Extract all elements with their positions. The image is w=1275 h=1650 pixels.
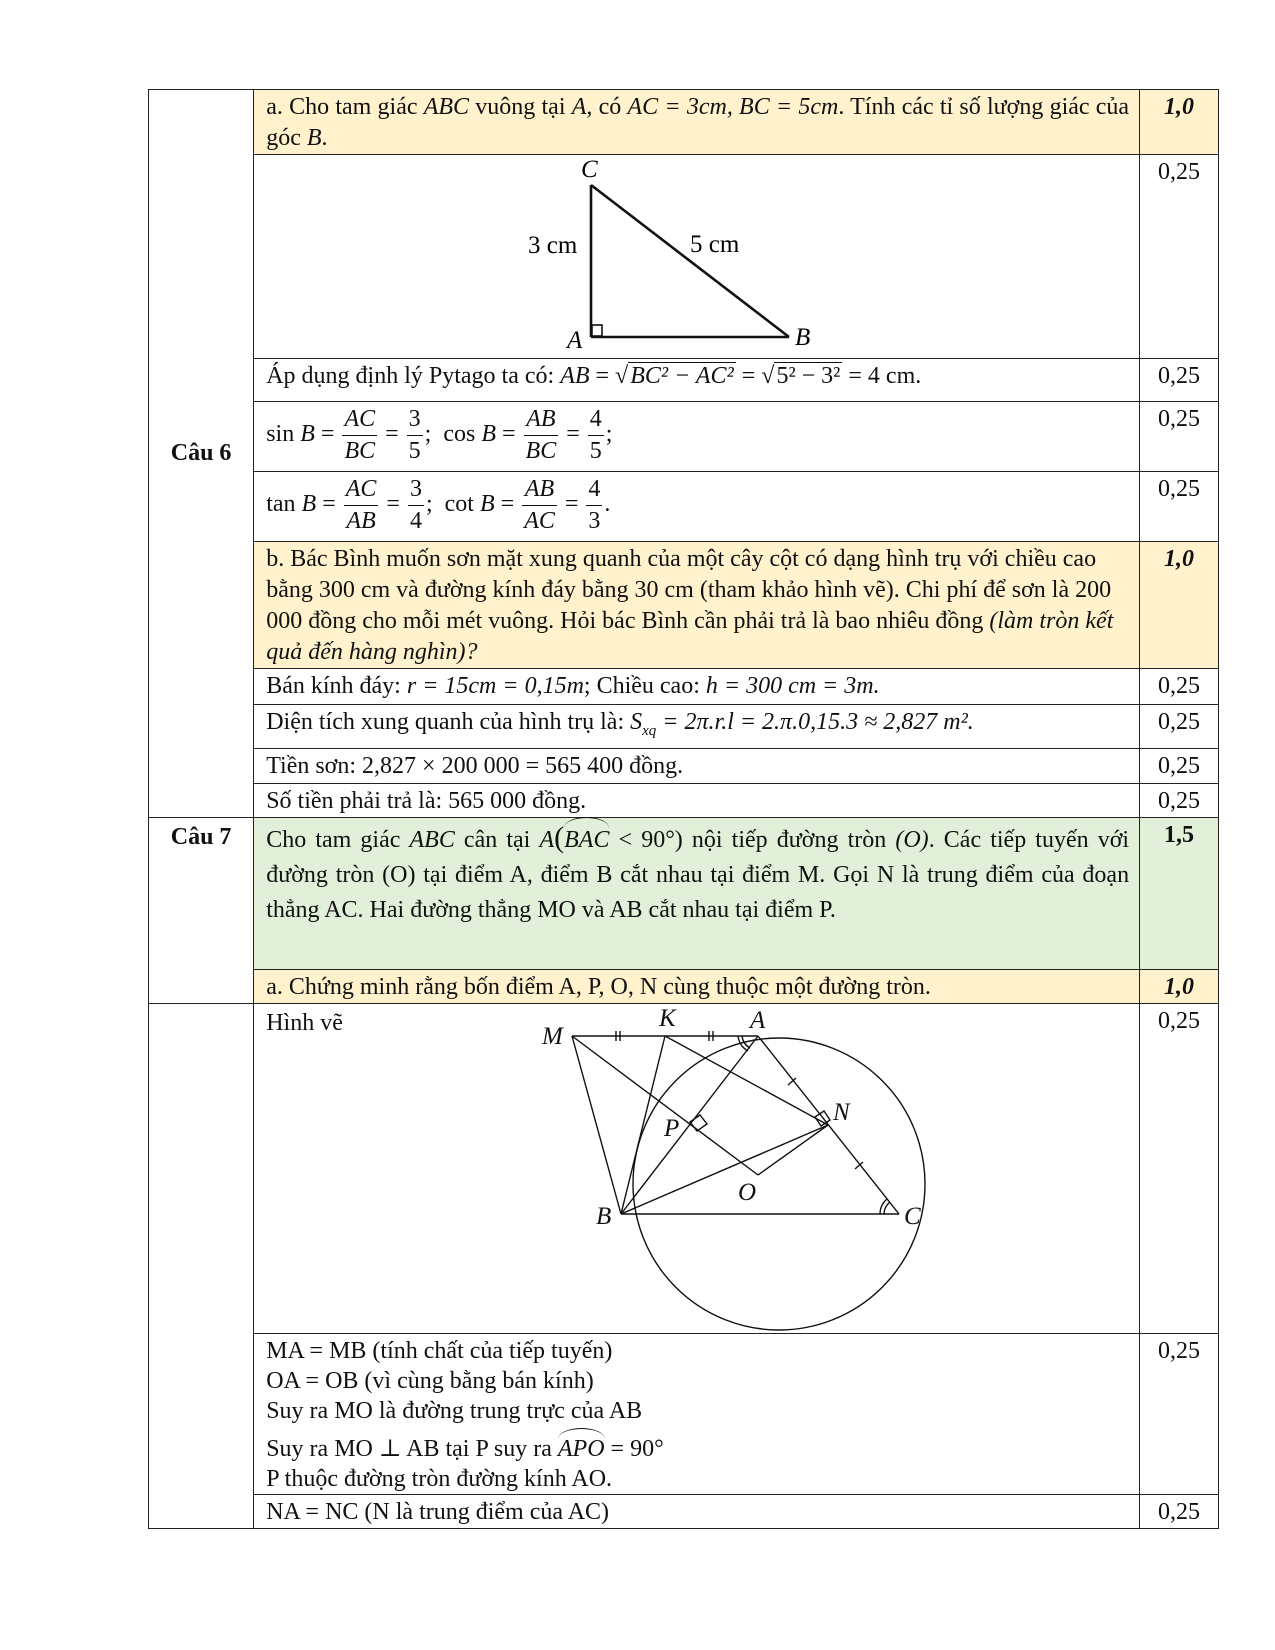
c6-radius-row: [149, 669, 1219, 705]
point-k-label: K: [659, 1005, 676, 1032]
c6-lateral-area: Diện tích xung quanh của hình trụ là: $S_{xq} = 2\pi.r.l = 2.\pi.0,15.3 \approx 2,827$ m².: [254, 705, 1140, 749]
c6-part-a-prompt: a. Cho tam giác ABC vuông tại A, có AC = 3cm, BC = 5cm. Tính các tỉ số lượng giác của góc B.: [254, 90, 1140, 155]
c7-proof-score: 0,25: [1140, 1334, 1219, 1495]
c6-sin-cos-score: 0,25: [1140, 402, 1219, 472]
point-o-label: O: [738, 1179, 757, 1206]
point-m-label: M: [542, 1023, 564, 1050]
frac-3-4: $\frac{3}{4}$: [409, 476, 422, 534]
c6-figure-cell: [254, 155, 1140, 359]
c7-na-row: [149, 1495, 1219, 1529]
c6-figure-score: 0,25: [1140, 155, 1219, 359]
c7-figure-cell: [254, 1004, 1140, 1334]
point-c-label: C: [904, 1203, 921, 1230]
c6-part-b-prompt: b. Bác Bình muốn sơn mặt xung quanh của một cây cột có dạng hình trụ với chiều cao bằng 300 cm và đường kính đáy bằng 30 cm (tham khảo hình vẽ). Chi phí để sơn là 200 000 đồng cho mỗi mét vuông. Hỏi bác Bình cần phải trả là bao nhiêu đồng (làm tròn kết quả đến hàng nghìn)?: [254, 542, 1140, 669]
frac-ac-bc: $\frac{AC}{BC}$: [344, 406, 376, 464]
c7-prompt-row: [149, 818, 1219, 970]
c6-part-b-score: 1,0: [1140, 542, 1219, 669]
c7-part-a-score: 1,0: [1140, 970, 1219, 1004]
point-p-label: P: [664, 1115, 680, 1142]
frac-ab-bc: $\frac{AB}{BC}$: [525, 406, 557, 464]
c7-part-a-row: [149, 970, 1219, 1004]
question-6-label: Câu 6: [149, 90, 254, 818]
proof-line-2: OA = OB (vì cùng bằng bán kính): [266, 1368, 594, 1394]
vertex-a-label: A: [567, 327, 583, 354]
frac-4-5: $\frac{4}{5}$: [589, 406, 602, 464]
right-angle-p: [690, 1115, 707, 1131]
proof-line-4: Suy ra MO ⊥ AB tại P suy ra APO = 90°: [266, 1436, 664, 1462]
vertex-b-label: B: [795, 324, 811, 351]
c6-cost-row: [149, 749, 1219, 784]
c7-part-a-prompt: a. Chứng minh rằng bốn điểm A, P, O, N cùng thuộc một đường tròn.: [254, 970, 1140, 1004]
line-mo: [572, 1036, 758, 1175]
c7-na-nc: NA = NC (N là trung điểm của AC): [254, 1495, 1140, 1529]
c7-na-score: 0,25: [1140, 1495, 1219, 1529]
c6-tan-cot-score: 0,25: [1140, 472, 1219, 542]
c6-sin-cos: sin B = $\frac{AC}{BC}$ = $\frac{3}{5}$ ; cos B = $\frac{AB}{BC}$ = $\frac{4}{5}$ ;: [254, 402, 1140, 472]
c6-tan-cot-row: [149, 472, 1219, 542]
angle-mark-c1: [884, 1202, 890, 1214]
figure-caption: Hình vẽ: [266, 1010, 343, 1036]
frac-3-5: $\frac{3}{5}$: [408, 406, 421, 464]
c7-proof-row: [149, 1334, 1219, 1495]
circle-figure: [254, 1004, 1096, 1334]
c6-figure-row: [149, 155, 1219, 359]
side-ac-length: 3 cm: [528, 232, 578, 259]
c6-pay-score: 0,25: [1140, 784, 1219, 818]
circle-o: [633, 1038, 925, 1330]
right-angle-mark: [592, 325, 602, 336]
vertex-c-label: C: [581, 156, 598, 183]
solution-table: [148, 89, 1219, 1529]
c7-prompt: Cho tam giác ABC cân tại A(BAC < 90°) nội tiếp đường tròn (O). Các tiếp tuyến với đường tròn (O) tại điểm A, điểm B cắt nhau tại điểm M. Gọi N là trung điểm của đoạn thẳng AC. Hai đường thẳng MO và AB cắt nhau tại điểm P.: [254, 818, 1140, 970]
c6-cost-score: 0,25: [1140, 749, 1219, 784]
c6-pythagoras: Áp dụng định lý Pytago ta có: AB = √BC² − AC² = √5² − 3² = 4 cm.: [254, 359, 1140, 402]
c7-left-blank: [149, 1004, 254, 1529]
c6-amount-to-pay: Số tiền phải trả là: 565 000 đồng.: [254, 784, 1140, 818]
frac-4-3: $\frac{4}{3}$: [588, 476, 601, 534]
c6-part-a-row: [149, 90, 1219, 155]
c6-radius-height: Bán kính đáy: r = 15cm = 0,15m; Chiều cao: h = 300 cm = 3m.: [254, 669, 1140, 705]
c7-proof: [254, 1334, 1140, 1495]
right-triangle-figure: [254, 155, 1096, 359]
c7-figure-score: 0,25: [1140, 1004, 1219, 1334]
tangent-mb: [572, 1036, 621, 1214]
question-7-label: Câu 7: [149, 818, 254, 1004]
c6-pythagoras-score: 0,25: [1140, 359, 1219, 402]
c6-pay-row: [149, 784, 1219, 818]
c6-tan-cot: tan B = $\frac{AC}{AB}$ = $\frac{3}{4}$ ; cot B = $\frac{AB}{AC}$ = $\frac{4}{3}$ .: [254, 472, 1140, 542]
segment-bn: [621, 1125, 828, 1214]
frac-ac-ab: $\frac{AC}{AB}$: [345, 476, 377, 534]
frac-ab-ac: $\frac{AB}{AC}$: [524, 476, 555, 534]
side-bc: [591, 185, 789, 337]
point-a-label: A: [750, 1007, 766, 1034]
segment-bk: [621, 1036, 665, 1214]
c6-part-b-row: [149, 542, 1219, 669]
c6-radius-score: 0,25: [1140, 669, 1219, 705]
c6-area-row: [149, 705, 1219, 749]
c7-score: 1,5: [1140, 818, 1219, 970]
proof-line-1: MA = MB (tính chất của tiếp tuyến): [266, 1338, 613, 1364]
c7-figure-row: [149, 1004, 1219, 1334]
segment-ac: [758, 1036, 899, 1214]
c6-part-a-score: 1,0: [1140, 90, 1219, 155]
proof-line-3: Suy ra MO là đường trung trực của AB: [266, 1398, 643, 1424]
c6-sin-cos-row: [149, 402, 1219, 472]
point-b-label: B: [596, 1203, 612, 1230]
proof-line-5: P thuộc đường tròn đường kính AO.: [266, 1466, 613, 1492]
c6-pythagoras-row: [149, 359, 1219, 402]
point-n-label: N: [833, 1099, 850, 1126]
side-bc-length: 5 cm: [690, 231, 740, 258]
c6-area-score: 0,25: [1140, 705, 1219, 749]
c6-paint-cost: Tiền sơn: 2,827 × 200 000 = 565 400 đồng.: [254, 749, 1140, 784]
